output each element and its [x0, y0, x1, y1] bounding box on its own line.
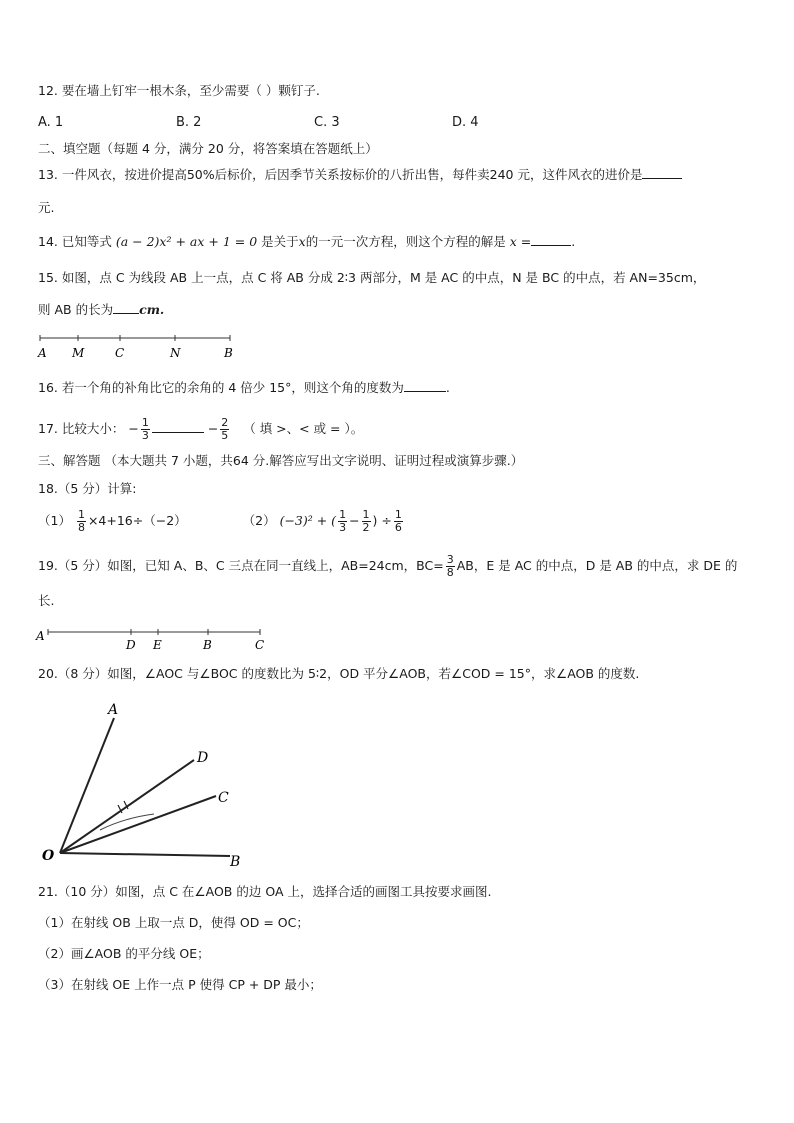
q18-part2-minus: −: [349, 513, 360, 528]
question-19-line2: 长.: [38, 593, 55, 608]
q18-part2-fraction3: $\frac{1}{6}$: [394, 508, 402, 534]
option-d: D. 4: [452, 115, 479, 130]
answer-blank: [152, 432, 204, 433]
question-18-parts: [38, 506, 405, 536]
q19-fraction: $\frac{3}{8}$: [446, 553, 454, 579]
q15-unit: cm.: [139, 302, 165, 317]
q18-part2-expr: (−3)² + (: [279, 513, 337, 528]
q14-mid: 是关于: [261, 234, 299, 249]
q19-text-b: AB，E 是 AC 的中点，D 是 AB 的中点，求 DE 的: [456, 558, 738, 573]
answer-blank: [531, 245, 571, 246]
option-b: B. 2: [176, 115, 202, 130]
q14-pre: 14. 已知等式: [38, 234, 112, 249]
question-19-line1: [38, 551, 737, 581]
label-c: C: [115, 346, 125, 360]
label-n: N: [170, 346, 181, 360]
q14-post: 的一元一次方程，则这个方程的解是: [305, 234, 506, 249]
question-15-line1: 15. 如图，点 C 为线段 AB 上一点，点 C 将 AB 分成 2∶3 两部分，M 是 AC 的中点，N 是 BC 的中点，若 AN=35cm，: [38, 270, 706, 285]
q15-text: 则 AB 的长为: [38, 302, 114, 317]
q18-part1-fraction: $\frac{1}{8}$: [77, 508, 85, 534]
q17-post: （ 填 >、< 或 = ）。: [243, 421, 364, 436]
question-14: [38, 234, 575, 250]
question-13-text: 13. 一件风衣，按进价提高50%后标价，后因季节关系按标价的八折出售，每件卖240 元，这件风衣的进价是: [38, 167, 643, 182]
question-21: 21.（10 分）如图，点 C 在∠AOB 的边 OA 上，选择合适的画图工具按要求画图.: [38, 884, 492, 899]
answer-blank: [404, 391, 446, 392]
label-c: C: [218, 790, 229, 806]
label-a: A: [108, 702, 119, 718]
option-c: C. 3: [314, 115, 340, 130]
label-a: A: [36, 629, 45, 643]
question-15-line2: [38, 302, 164, 318]
question-12: 12. 要在墙上钉牢一根木条，至少需要（ ）颗钉子.: [38, 83, 320, 98]
label-m: M: [72, 346, 85, 360]
answer-blank: [113, 313, 139, 314]
section-3-heading: 三、解答题 （本大题共 7 小题，共64 分.解答应写出文字说明、证明过程或演算步骤.）: [38, 453, 524, 468]
answer-blank: [642, 178, 682, 179]
q17-sign2: −: [207, 421, 219, 436]
option-a: A. 1: [38, 115, 64, 130]
label-b: B: [224, 346, 233, 360]
question-20: 20.（8 分）如图，∠AOC 与∠BOC 的度数比为 5∶2，OD 平分∠AOB，若∠COD = 15°，求∠AOB 的度数.: [38, 666, 640, 681]
label-b: B: [203, 638, 212, 652]
question-18-title: 18.（5 分）计算:: [38, 481, 137, 496]
q14-equation: (a − 2)x² + ax + 1 = 0: [115, 234, 258, 249]
q17-text: 17. 比较大小：: [38, 421, 125, 436]
q16-text: 16. 若一个角的补角比它的余角的 4 倍少 15°，则这个角的度数为: [38, 380, 404, 395]
q18-part2-fraction1: $\frac{1}{3}$: [339, 508, 347, 534]
q14-var: x: [298, 234, 306, 249]
q20-angle-figure: [34, 698, 264, 870]
question-21-item-2: （2）画∠AOB 的平分线 OE；: [38, 946, 210, 961]
q17-fraction1: $\frac{1}{3}$: [141, 416, 149, 442]
q14-answer-var: x =: [509, 234, 532, 249]
question-21-item-3: （3）在射线 OE 上作一点 P 使得 CP + DP 最小；: [38, 977, 322, 992]
q19-segment-figure: [34, 626, 274, 654]
question-13-line2: 元.: [38, 200, 55, 215]
label-o: O: [42, 848, 55, 864]
q18-part1-expr: ×4+16÷（−2）: [87, 513, 187, 528]
q18-part1-label: （1）: [38, 513, 71, 528]
question-17: [38, 414, 363, 444]
q18-part2-fraction2: $\frac{1}{2}$: [362, 508, 370, 534]
q18-part2-div: ) ÷: [372, 513, 392, 528]
q19-text-a: 19.（5 分）如图，已知 A、B、C 三点在同一直线上，AB=24cm，BC=: [38, 558, 444, 573]
label-c: C: [255, 638, 265, 652]
question-16: [38, 380, 450, 396]
label-a: A: [38, 346, 47, 360]
section-2-heading: 二、填空题（每题 4 分，满分 20 分，将答案填在答题纸上）: [38, 141, 378, 156]
q14-end: .: [571, 234, 576, 249]
label-d: D: [197, 750, 209, 766]
label-d: D: [126, 638, 136, 652]
q15-segment-figure: [30, 330, 250, 362]
q16-end: .: [445, 380, 450, 395]
q17-sign1: −: [128, 421, 139, 436]
label-b: B: [230, 854, 241, 870]
q18-part2-label: （2）: [242, 513, 276, 528]
question-13-line1: [38, 167, 682, 183]
question-21-item-1: （1）在射线 OB 上取一点 D，使得 OD = OC；: [38, 915, 309, 930]
q17-fraction2: $\frac{2}{5}$: [221, 416, 229, 442]
label-e: E: [153, 638, 162, 652]
